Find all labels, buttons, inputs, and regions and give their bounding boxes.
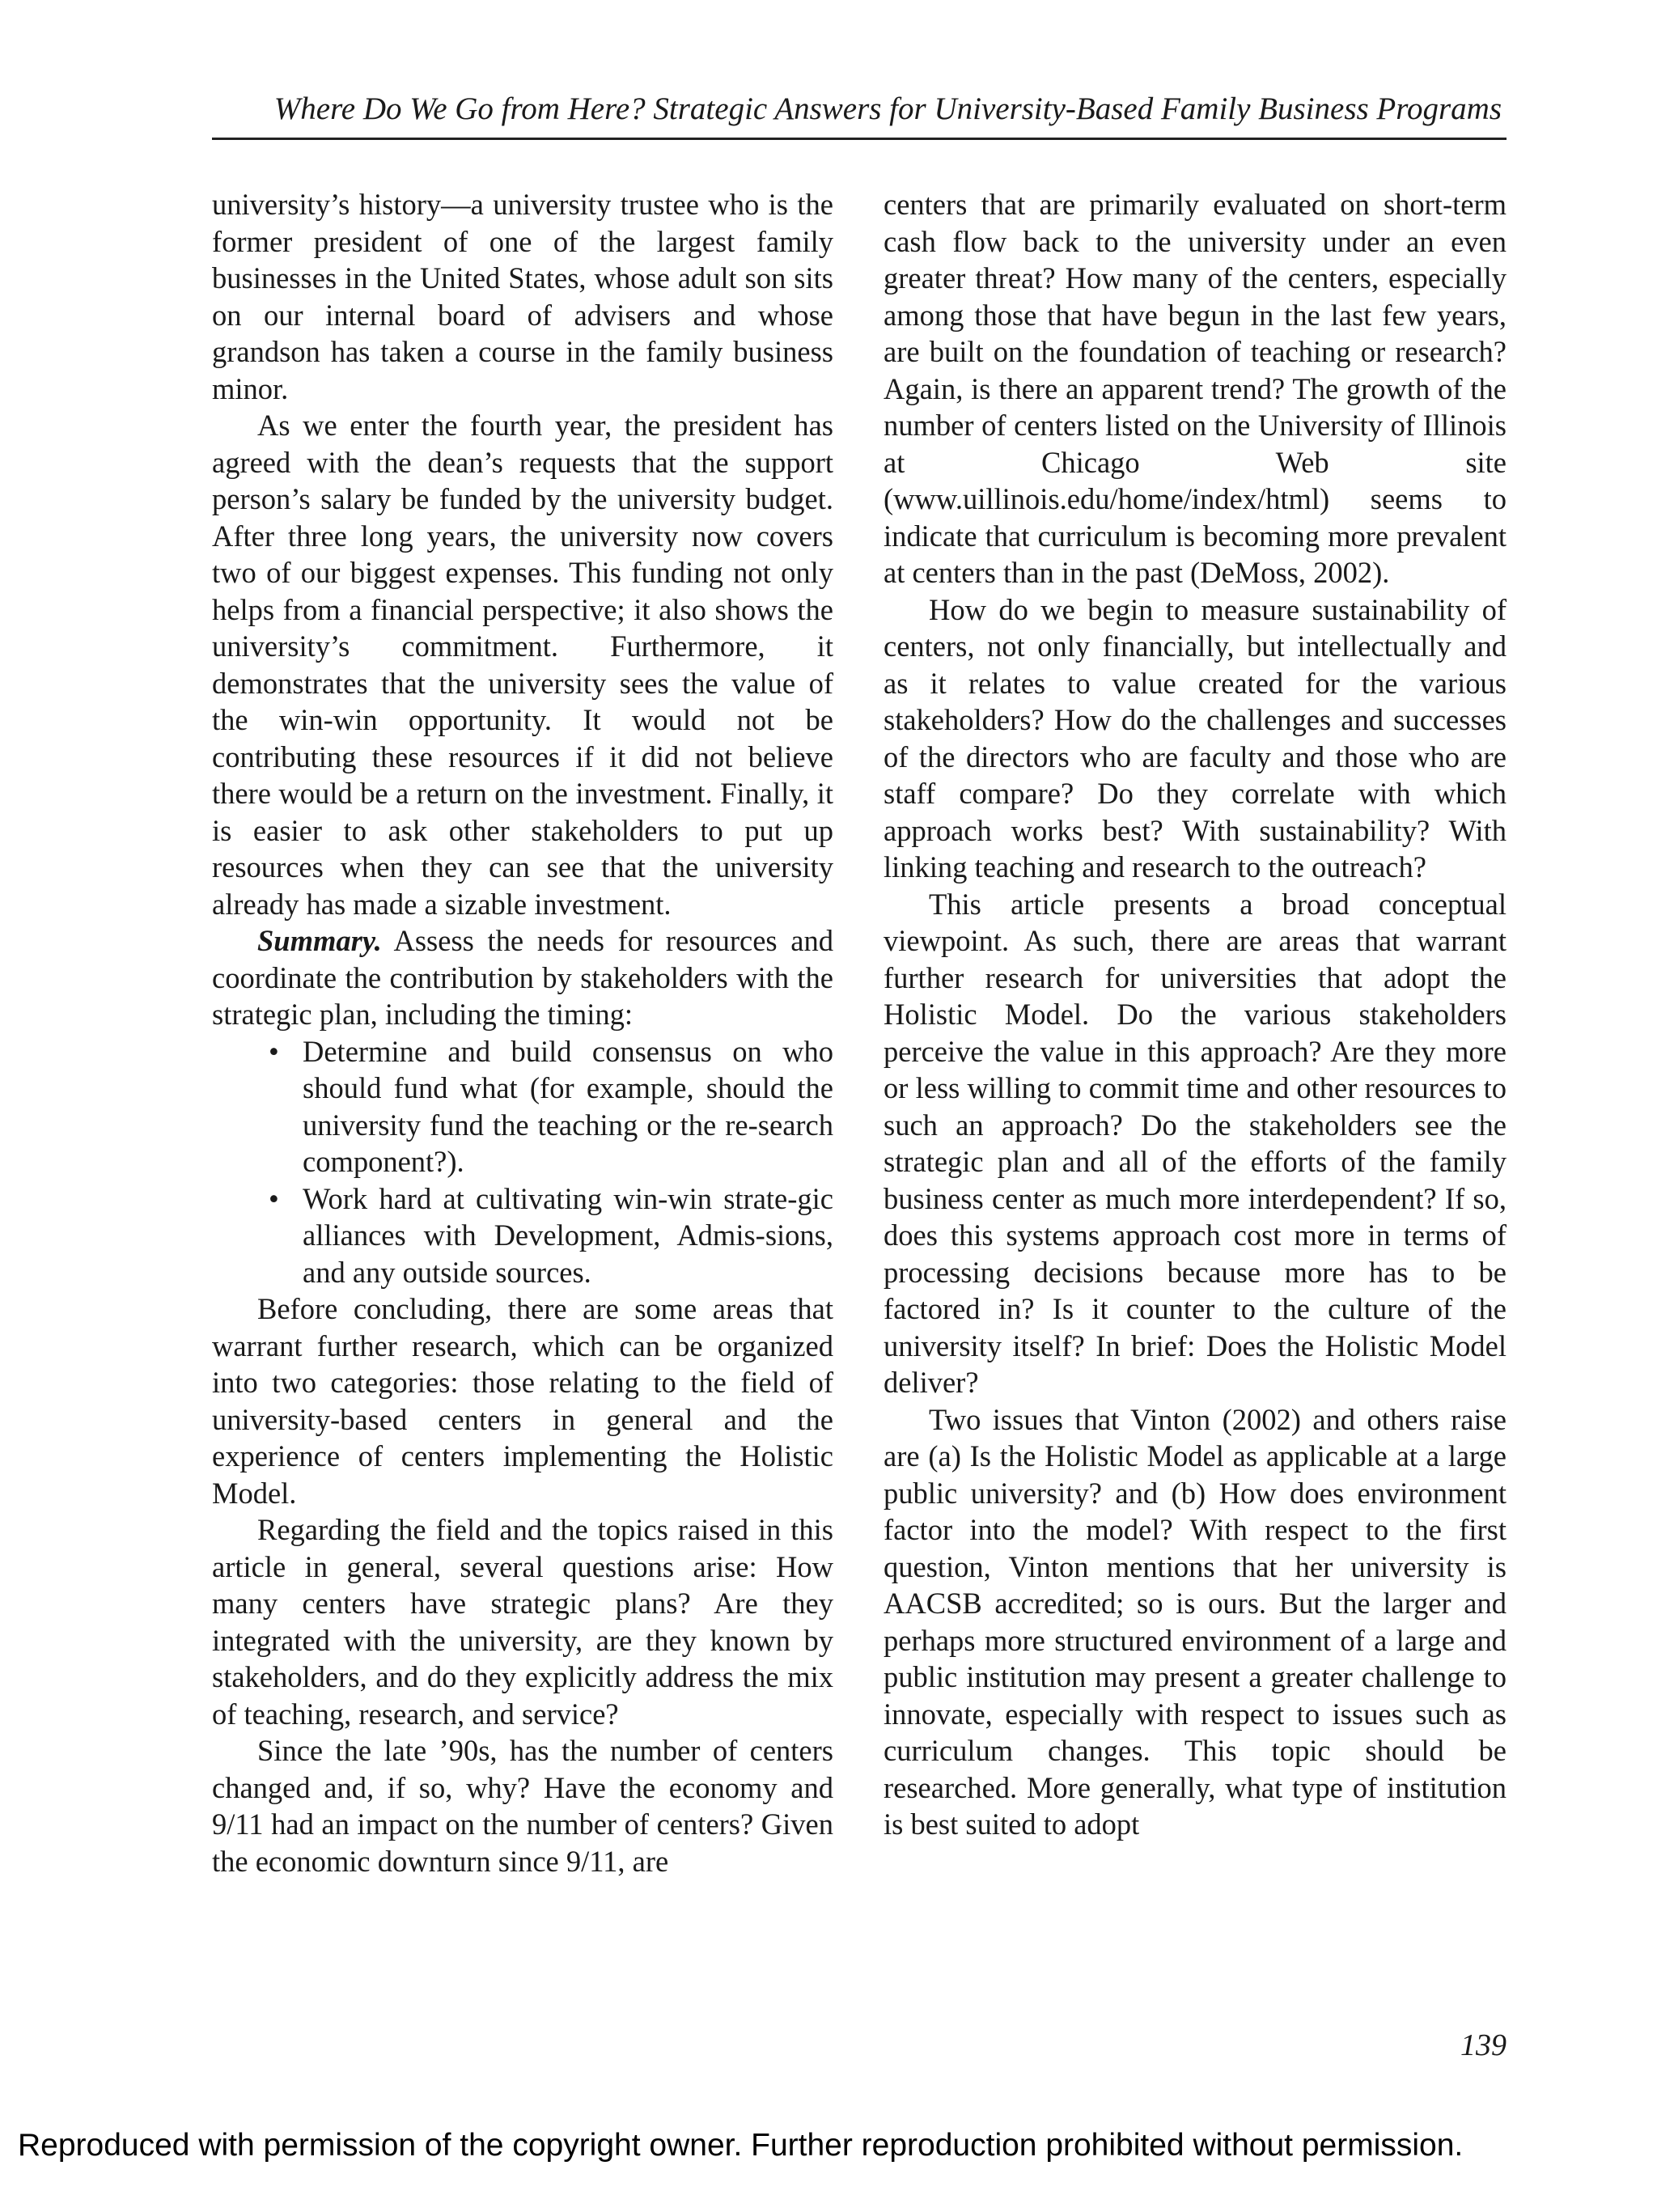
paragraph: How do we begin to measure sustainability of centers, not only financially, but intellectually and as it relates to value created for the various stakeholders? How do the challenges and successes of the directors who are faculty and those who are staff compare? Do they correlate with which approach works best? With sustainability? With linking teaching and research to the outreach?: [884, 592, 1507, 884]
list-item: [212, 1033, 833, 1180]
copyright-notice: Reproduced with permission of the copyright owner. Further reproduction prohibited without permission.: [18, 2128, 1464, 2163]
paragraph: Regarding the field and the topics raised in this article in general, several questions arise: How many centers have strategic plans? Are they integrated with the university, are they known by stakeholders, and do they explicitly address the mix of teaching, research, and service?: [212, 1513, 833, 1731]
bullet-icon: •: [269, 1181, 279, 1215]
right-column: [884, 186, 1507, 1843]
left-column: [212, 186, 833, 1879]
summary-text: Assess the needs for resources and coordinate the contribution by stakeholders with the strategic plan, including the timing:: [212, 924, 833, 1031]
summary-paragraph: [212, 922, 833, 1033]
page-number: 139: [1460, 2028, 1507, 2062]
summary-label: Summary.: [257, 924, 382, 957]
list-item-text: Work hard at cultivating win-win strate-gic alliances with Development, Admis-sions, and any outside sources.: [303, 1181, 833, 1289]
paragraph: centers that are primarily evaluated on short-term cash flow back to the university under an even greater threat? How many of the centers, especially among those that have begun in the last few years, are built on the foundation of teaching or research? Again, is there an apparent trend? The growth of the number of centers listed on the University of Illinois at Chicago Web site (www.uillinois.edu/home/index/html) seems to indicate that curriculum is becoming more prevalent at centers than in the past (DeMoss, 2002).: [884, 188, 1507, 589]
bullet-list: [212, 1033, 833, 1291]
paragraph: Since the late ’90s, has the number of centers changed and, if so, why? Have the economy and 9/11 had an impact on the number of centers? Given the economic downturn since 9/11, are: [212, 1734, 833, 1878]
running-head: Where Do We Go from Here? Strategic Answers for University-Based Family Business Programs: [273, 91, 1502, 126]
paragraph: university’s history—a university trustee who is the former president of one of the largest family businesses in the United States, whose adult son sits on our internal board of advisers and whose grandson has taken a course in the family business minor.: [212, 188, 833, 405]
header-rule: [212, 138, 1507, 140]
bullet-icon: •: [269, 1034, 279, 1068]
list-item: [212, 1180, 833, 1291]
paragraph: This article presents a broad conceptual viewpoint. As such, there are areas that warrant further research for universities that adopt the Holistic Model. Do the various stakeholders perceive the value in this approach? Are they more or less willing to commit time and other resources to such an approach? Do the stakeholders see the strategic plan and all of the efforts of the family business center as much more interdependent? If so, does this systems approach cost more in terms of processing decisions because more has to be factored in? Is it counter to the culture of the university itself? In brief: Does the Holistic Model deliver?: [884, 887, 1507, 1399]
list-item-text: Determine and build consensus on who should fund what (for example, should the university fund the teaching or the re-search component?).: [303, 1034, 833, 1178]
paragraph: As we enter the fourth year, the president has agreed with the dean’s requests that the support person’s salary be funded by the university budget. After three long years, the university now covers two of our biggest expenses. This funding not only helps from a financial perspective; it also shows the university’s commitment. Furthermore, it demonstrates that the university sees the value of the win-win opportunity. It would not be contributing these resources if it did not believe there would be a return on the investment. Finally, it is easier to ask other stakeholders to put up resources when they can see that the university already has made a sizable investment.: [212, 409, 833, 921]
paragraph: Before concluding, there are some areas that warrant further research, which can be organized into two categories: those relating to the field of university-based centers in general and the experience of centers implementing the Holistic Model.: [212, 1292, 833, 1510]
paragraph: Two issues that Vinton (2002) and others raise are (a) Is the Holistic Model as applicable at a large public university? and (b) How does environment factor into the model? With respect to the first question, Vinton mentions that her university is AACSB accredited; so is ours. But the larger and perhaps more structured environment of a large and public institution may present a greater challenge to innovate, especially with respect to issues such as curriculum changes. This topic should be researched. More generally, what type of institution is best suited to adopt: [884, 1402, 1507, 1841]
